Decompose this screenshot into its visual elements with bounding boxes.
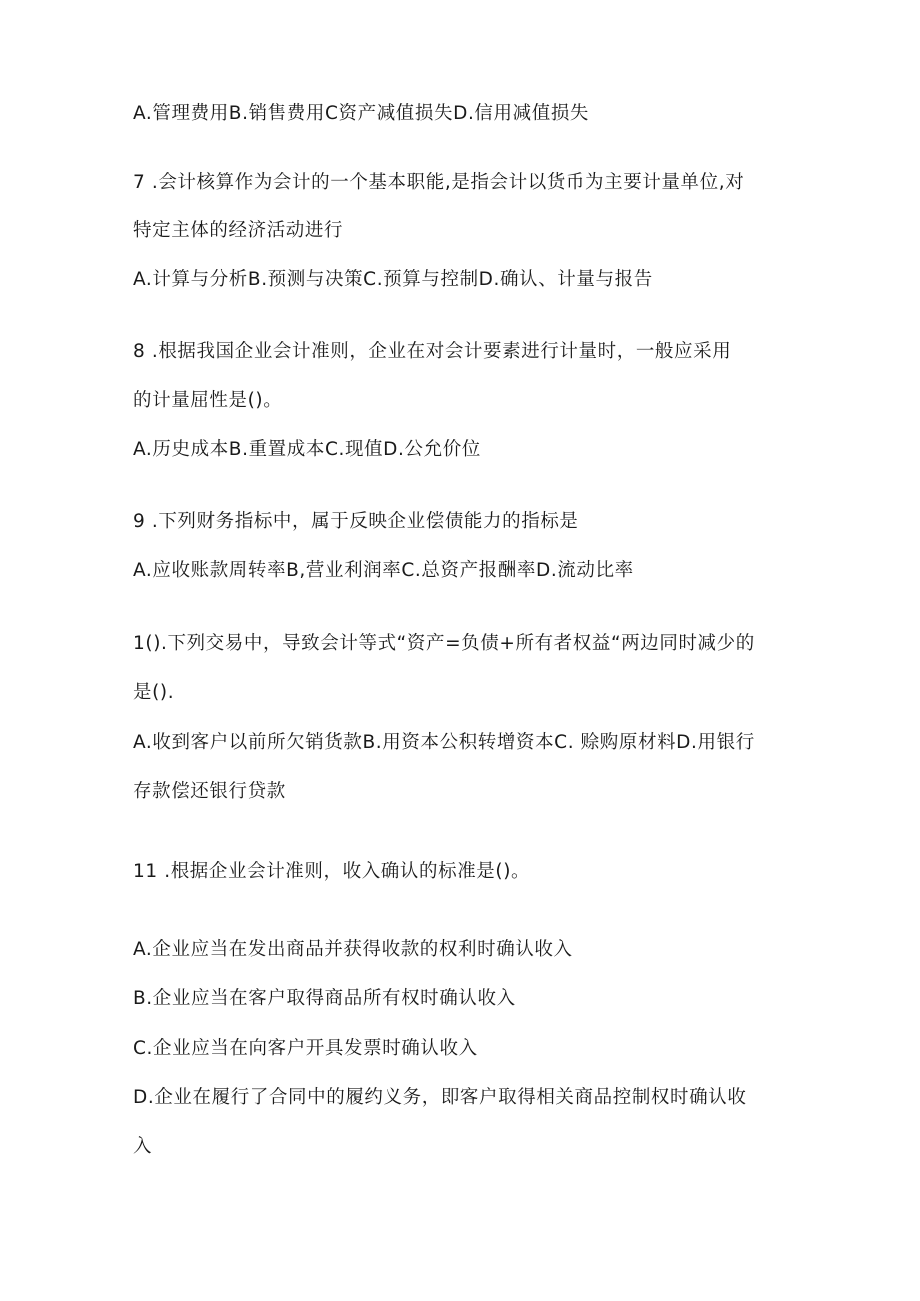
option-c-q11: C.企业应当在向客户开具发票时确认收入 xyxy=(133,1038,478,1059)
option-line-q9: A.应收账款周转率B,营业利润率C.总资产报酬率D.流动比率 xyxy=(133,560,634,581)
question-8-line-1: 8 .根据我国企业会计准则，企业在对会计要素进行计量时，一般应采用 xyxy=(133,341,732,362)
question-11-line-1: 11 .根据企业会计准则，收入确认的标准是()。 xyxy=(133,861,531,882)
question-7-line-1: 7 .会计核算作为会计的一个基本职能,是指会计以货币为主要计量单位,对 xyxy=(133,172,745,193)
option-line-q10-1: A.收到客户以前所欠销货款B.用资本公积转增资本C. 赊购原材料D.用银行 xyxy=(133,732,755,753)
option-line-q7: A.计算与分析B.预测与决策C.预算与控制D.确认、计量与报告 xyxy=(133,269,653,290)
option-line-q6: A.管理费用B.销售费用C资产减值损失D.信用减值损失 xyxy=(133,103,590,124)
question-10-line-2: 是(). xyxy=(133,682,175,703)
question-10-line-1: 1().下列交易中，导致会计等式“资产=负债+所有者权益“两边同时减少的 xyxy=(133,633,755,654)
question-8-line-2: 的计量屈性是()。 xyxy=(133,390,283,411)
option-d-q11-line-1: D.企业在履行了合同中的履约义务，即客户取得相关商品控制权时确认收 xyxy=(133,1087,747,1108)
option-a-q11: A.企业应当在发出商品并获得收款的权利时确认收入 xyxy=(133,939,573,960)
option-b-q11: B.企业应当在客户取得商品所有权时确认收入 xyxy=(133,988,516,1009)
option-d-q11-line-2: 入 xyxy=(133,1136,153,1157)
option-line-q10-2: 存款偿还银行贷款 xyxy=(133,781,286,802)
question-9-line-1: 9 .下列财务指标中，属于反映企业偿债能力的指标是 xyxy=(133,511,579,532)
question-7-line-2: 特定主体的经济活动进行 xyxy=(133,220,344,241)
option-line-q8: A.历史成本B.重置成本C.现值D.公允价位 xyxy=(133,439,481,460)
